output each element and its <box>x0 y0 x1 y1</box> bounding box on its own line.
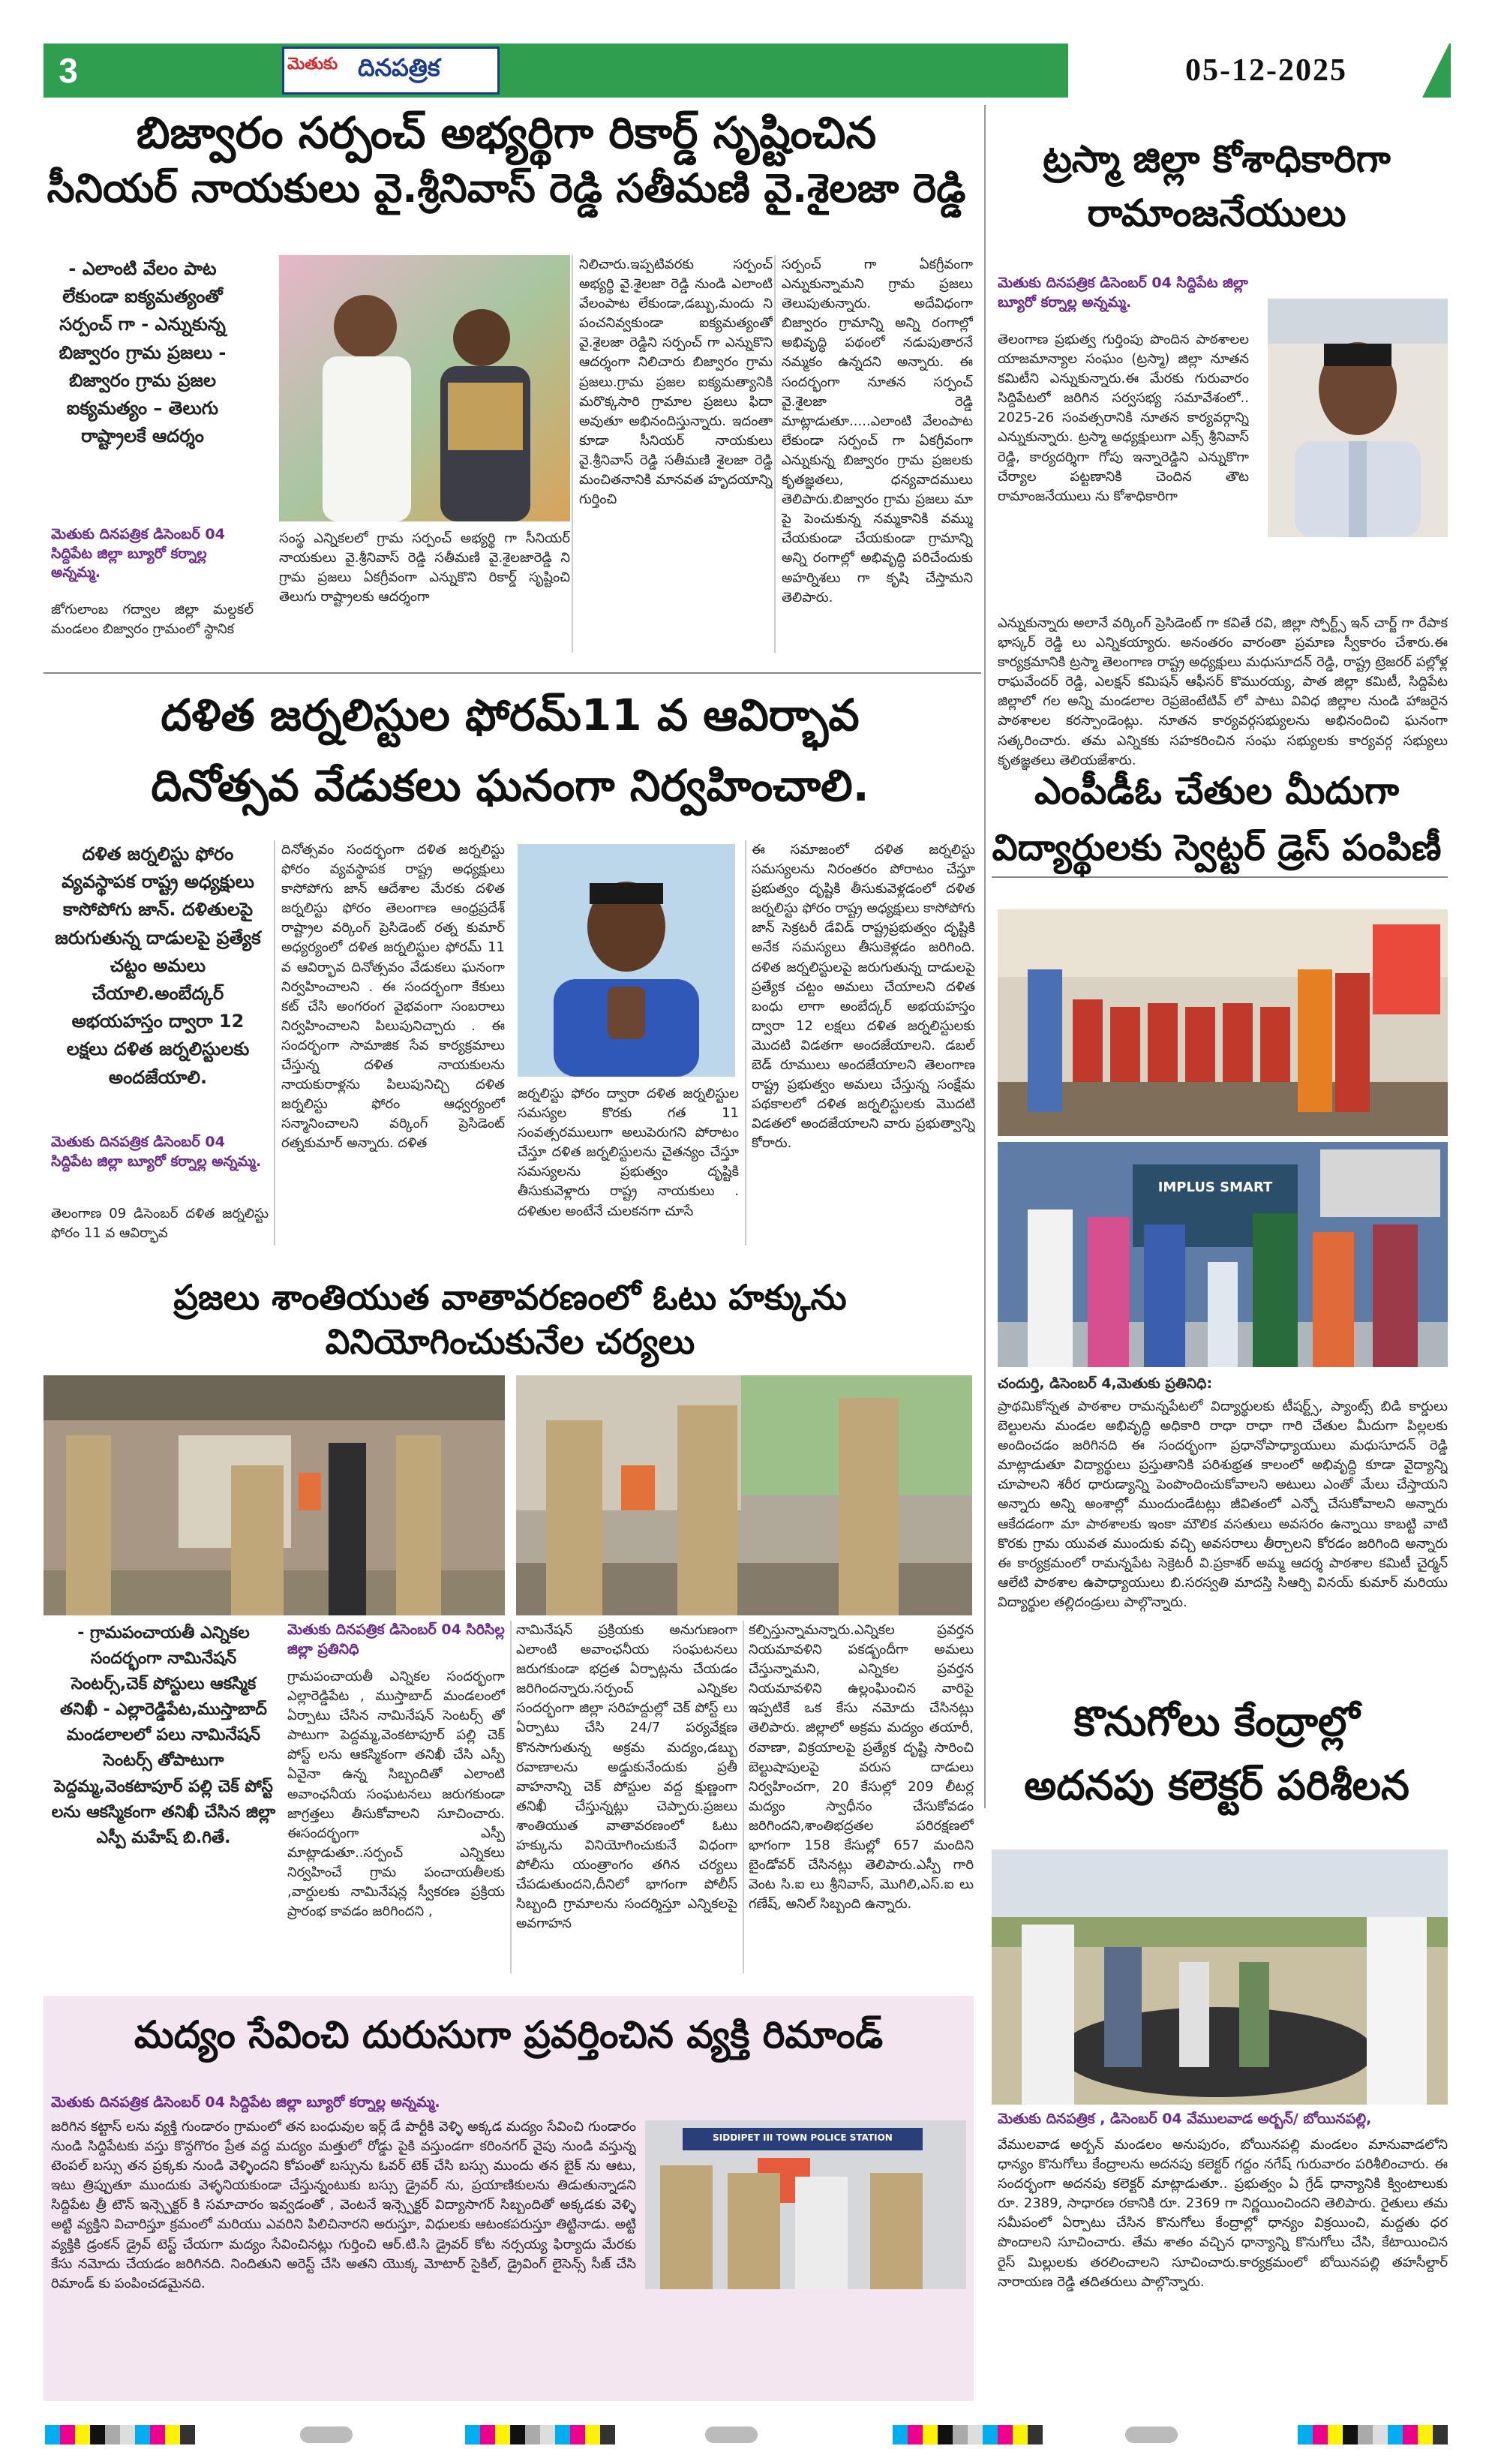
story5-police-photo-1 <box>44 1375 505 1615</box>
story1-col1-text: జోగులాంబ గద్వాల జిల్లా మల్దకల్ మండలం బిజ్వారం గ్రామంలో స్థానిక <box>51 602 254 638</box>
story3-col2-text: దినోత్సవం సందర్భంగా దళిత జర్నలిస్టు ఫోరం వ్యవస్థాపక రాష్ట్ర అధ్యక్షులు కాసోపోగు జాన్ ఆదేశాల మేరకు దళిత జర్నలిస్టు ఫోరం తెలంగాణ ఆంధ్రప్రదేశ్ రాష్ట్రాల వర్కింగ్ ప్రెసిడెంట్ రత్న కుమార్ అధ్యర్యంలో దళిత జర్నలిస్టుల ఫోరమ్ 11 వ ఆవిర్భావ దినోత్సవం వేడుకలు ఘనంగా నిర్వహించాలని . ఈ సందర్భంగా కేకులు కట్ చేసి అంగరంగ వైభవంగా సంబరాలు నిర్వహించాలని పిలుపునిచ్చారు . ఈ సందర్భంగా సామాజిక సేవ కార్యక్రమాలు చేస్తున్న దళిత నాయకులను నాయకురాళ్లను పిలుపునిచ్చి దళిత జర్నలిస్టు ఫోరం ఆధ్వర్యంలో సన్మానించాలని వర్కింగ్ ప్రెసిడెంట్ రత్నకుమార్ అన్నారు. దళిత <box>281 842 505 1152</box>
story3-col4-text: ఈ సమాజంలో దళిత జర్నలిస్టు సమస్యలను నిరంతరం పోరాటం చేస్తూ ప్రభుత్వం దృష్టికి తీసుకువెళ్లడంలో దళిత జర్నలిస్టు ఫోరం రాష్ట్ర అధ్యక్షులు కాసోపోగు జాన్ సెక్రటరీ డేవిడ్ రాష్ట్రప్రభుత్వం దృష్టికి అనేక సమస్యలు తీసుకెళ్లడం జరిగింది. దళిత జర్నలిస్టులపై జరుగుతున్న దాడులపై ప్రత్యేక చట్టం అమలు చేయాలని దళిత బంధు లాగా అంబేద్కర్ అభయహస్తం ద్వారా 12 లక్షలు దళిత జర్నలిస్టులకు మొదటి విడతగా అందజేయాలని. డబల్ బెడ్ రూములు అందజేయాలని తెలంగాణ రాష్ట్ర ప్రభుత్వం అమలు చేస్తున్న సంక్షేమ పథకాలలో దళిత జర్నలిస్టులకు మొదటి విడతలో అందజేయాలని వారు ప్రభుత్వాన్ని కోరారు. <box>752 842 975 1152</box>
registration-mark-1 <box>300 2426 353 2443</box>
registration-bar-2 <box>465 2425 615 2444</box>
story4-text: ప్రాథమికోన్నత పాఠశాల రామన్నపేటలో విద్యార్థులకు టీషర్ట్స్, ప్యాంట్స్ బిడి కార్డులు బెల్టులను మండల అభివృద్ధి అధికారి రాధా రాధా గారి చేతుల మీదుగా పిల్లలకు అందించడం జరిగినది ఈ సందర్భంగా ప్రధానోపాధ్యాయులు మధుసూదన్ రెడ్డి మాట్లాడుతూ విద్యార్థులు ప్రస్తుతానికి పరిశుభ్రత కాలంలో అభివృద్ధి కూడా వైద్యాన్ని చూపాలని శరీర ధారుడ్యాన్ని పెంపొందించుకోవాలని అటులు ఎంతో మేలు చేస్తాయని అన్నారు అన్ని అంశాల్లో ముందుండేటట్లు జీవితంలో ఎన్నో చేసుకోవాలని అన్నారు ఆకేదడంగా మా పాఠశాలకు ఇంకా మౌలిక వసతులు అవసరం ఉన్నాయి కాబట్టి వాటి కొరకు గ్రామ యువత ముందుకు వచ్చి అవసరాలు తీర్చాలని కోరడం జరిగింది అన్నారు ఈ కార్యక్రమంలో రామన్నపేట సెక్రెటరీ వి.ప్రకాశర్ అమ్మ ఆదర్శ పాఠశాల కమిటీ చైర్మన్ ఆలేటి పాఠశాల ఉపాధ్యాయులు బి.సరస్వతి మాదస్తి సిఆర్పి వినయ్ కుమార్ మరియు విద్యార్థుల తల్లిదండ్రులు పాల్గొన్నారు. <box>998 1399 1448 1610</box>
story6-paddy-centre-photo <box>992 1850 1448 2105</box>
story5-headline: ప్రజలు శాంతియుత వాతావరణంలో ఓటు హక్కును వినియోగించుకునేల చర్యలు <box>173 1277 847 1362</box>
registration-bar-3 <box>893 2425 1043 2444</box>
masthead-corner <box>1422 44 1449 98</box>
story2-text-full: ఎన్నుకున్నారు అలానే వర్కింగ్ ప్రెసిడెంట్ గా కవితే రవి, జిల్లా స్పోర్ట్స్ ఇన్ చార్జ్ గా రేపాక భాస్కర్ రెడ్డి లు ఎన్నికయ్యారు. అనంతరం వారంతా ప్రమాణ స్వీకారం చేశారు.ఈ కార్యక్రమానికి ట్రస్మా తెలంగాణ రాష్ట్ర అధ్యక్షులు మధుసూదన్ రెడ్డి, రాష్ట్ర ట్రెజరర్ పల్లోళ్ల రాఘవేందర్ రెడ్డి, ఎలక్షన్ కమిషన్ ఆఫీసర్ కొమురయ్య, పాత జిల్లా కమిటీ, సిద్దిపేట జిల్లాలో గల అన్ని మండలాల రెప్రజెంటేటివ్ లో పాటు వివిధ జిల్లాల నుండి హాజరైన పాఠశాలల కరస్పాండెంట్లు. నూతన కార్యవర్గసభ్యులను అభినందించి ఘనంగా సత్కరించారు. తమ ఎన్నికకు సహకరించిన సంఘ సభ్యులకు కార్యవర్గ సభ్యులు కృతజ్ఞతలు తెలియజేశారు. <box>998 615 1448 768</box>
story2-byline: మెతుకు దినపత్రిక డిసెంబర్ 04 సిద్దిపేట జిల్లా బ్యూరో కర్నాల్ల అన్నమ్మ. <box>998 275 1248 311</box>
masthead-green-band <box>93 44 1068 98</box>
story3-byline: మెతుకు దినపత్రిక డిసెంబర్ 04 సిద్దిపేట జిల్లా బ్యూరో కర్నాల్ల అన్నమ్మ. <box>51 1134 262 1170</box>
masthead-logo <box>282 47 500 95</box>
registration-mark-2 <box>705 2426 758 2443</box>
right-column-divider <box>984 105 986 1808</box>
story5-col3-text: నామినేషన్ ప్రక్రియకు అనుగుణంగా ఎలాంటి అవాంఛనీయ సంఘటనలు జరుగకుండా భద్రత ఏర్పాట్లను చేయడం జరిగిందన్నారు.సర్పంచ్ ఎన్నికల సందర్భంగా జిల్లా సరిహద్దుల్లో చెక్ పోస్ట్ లు ఏర్పాటు చేసి 24/7 పర్యవేక్షణ కొనసాగుతున్న అక్రమ మద్యం,డబ్బు రవాణాలను అడ్డుకునేందుకు ప్రతీ వాహనాన్ని చెక్ పోస్టుల వద్ద క్షుణ్ణంగా తనిఖీ చేస్తున్నట్లు చెప్పారు.ప్రజలు శాంతియుత వాతావరణంలో ఓటు హక్కును వినియోగించుకునే విధంగా పోలీసు యంత్రాంగం తగిన చర్యలు చేపడుతుందని,దీనిలో భాగంగా పోలీస్ సిబ్బంది గ్రామాలను సందర్శిస్తూ ఎన్నికలపై అవగాహన <box>516 1622 737 1932</box>
story5-police-photo-2 <box>516 1375 972 1615</box>
story2-text-beside: తెలంగాణ ప్రభుత్వ గుర్తింపు పొందిన పాఠశాలల యాజమాన్యాల సంఘం (ట్రస్మా) జిల్లా నూతన కమిటీని ఎన్నుకున్నారు.ఈ మేరకు గురువారం సిద్దిపేటలో జరిగిన సర్వసభ్య సమావేశంలో.. 2025-26 సంవత్సరానికి నూతన కార్యవర్గాన్ని ఎన్నుకున్నారు. ట్రస్మా అధ్యక్షులుగా ఎక్స్ శ్రీనివాస్ రెడ్డి, కార్యదర్శిగా గోపు ఇన్నారెడ్డిని ఎన్నుకొగా చేర్యాల పట్టణానికి చెందిన తౌట రామాంజనేయులు ను కోశాధికారిగా <box>998 332 1249 504</box>
registration-mark-3 <box>1125 2426 1178 2443</box>
story4-headline-line2: విద్యార్థులకు స్వెట్టర్ డ్రెస్ పంపిణీ <box>992 827 1442 869</box>
story7-byline: మెతుకు దినపత్రిక డిసెంబర్ 04 సిద్దిపేట జిల్లా బ్యూరో కర్నాల్ల అన్నమ్మ. <box>51 2094 440 2111</box>
issue-date: 05-12-2025 <box>1185 53 1347 88</box>
story6-text: వేములవాడ అర్బన్ మండలం అనుపురం, బోయినపల్లి మండలం మానువాడలోని ధాన్యం కొనుగోలు కేంద్రాలను అదనపు కలెక్టర్ గద్దం నగేష్ గురువారం పరిశీలించారు. ఈ సందర్భంగా అదనపు కలెక్టర్ మాట్లాడుతూ.. ప్రభుత్వం ఏ గ్రేడ్ ధాన్యానికి క్వింటాలుకు రూ. 2389, సాధారణ రకానికి రూ. 2369 గా నిర్ణయించిందని తెలిపారు. రైతులు తమ సమీపంలో ఏర్పాటు చేసిన కొనుగోలు కేంద్రాల్లో ధాన్యం విక్రయించి, మద్దతు ధర పొందాలని సూచించారు. తేమ శాతం వచ్చిన ధాన్యాన్ని కొనుగోలు చేసి, కేటాయించిన రైస్ మిల్లులకు తరలించాలని సూచించారు.కార్యక్రమంలో బోయినపల్లి తహసీల్దార్ నారాయణ రెడ్డి తదితరులు పాల్గొన్నారు. <box>998 2137 1448 2290</box>
story3-lead: దళిత జర్నలిస్టు ఫోరం వ్యవస్థాపక రాష్ట్ర అధ్యక్షులు కాసోపోగు జాన్. దళితులపై జరుగుతున్న దాడులపై ప్రత్యేక చట్టం అమలు చేయాలి.అంబేద్కర్ అభయహస్తం ద్వారా 12 లక్షలు దళిత జర్నలిస్టులకు అందజేయాలి. <box>55 843 261 1088</box>
story1-col4-text: సర్పంచ్ గా ఏకగ్రీవంగా ఎన్నుకున్నామని గ్రామ ప్రజలు తెలుపుతున్నారు. అదేవిధంగా బిజ్వారం గ్రామాన్ని అన్ని రంగాల్లో అభివృద్ధి పథంలో నడుపుతారనే నమ్మకం ఉన్నదని అన్నారు. ఈ సందర్భంగా నూతన సర్పంచ్ వై.శైలజా రెడ్డి మాట్లాడుతూ.....ఎలాంటి వేలంపాట లేకుండా సర్పంచ్ గా ఏకగ్రీవంగా ఎన్నుకున్న బిజ్వారం గ్రామ ప్రజలకు కృతజ్ఞతలు, ధన్యవాదములు తెలిపారు.బిజ్వారం గ్రామ ప్రజలు మా పై పెంచుకున్న నమ్మకానికి వమ్ము చేయకుండా చేయకుండా గ్రామాన్ని అన్ని రంగాల్లో అభివృద్ధి పరిచేందుకు అహర్నిశలు గా కృషి చేస్తామని తెలిపారు. <box>782 257 973 605</box>
story6-headline-line2: అదనపు కలెక్టర్ పరిశీలన <box>1024 1762 1409 1809</box>
story7-station-banner: SIDDIPET III TOWN POLICE STATION <box>713 2132 893 2143</box>
story5-lead: - గ్రామపంచాయతీ ఎన్నికల సందర్భంగా నామినేషన్ సెంటర్స్,చెక్ పోస్టులు ఆకస్మిక తనిఖీ - ఎల్లారెడ్డిపేట,ముస్తాబాద్ మండలాలలో పలు నామినేషన్ సెంటర్స్ తోపాటుగా పెద్దమ్మ,వెంకటాపూర్ పల్లి చెక్ పోస్ట్ లను ఆకస్మికంగా తనిఖీ చేసిన జిల్లా ఎస్పీ మహేష్ బి.గితే. <box>51 1624 276 1847</box>
story4-headline-line1: ఎంపీడీఓ చేతుల మీదుగా <box>1034 769 1399 813</box>
story1-col3-text: నిలిచారు.ఇప్పటివరకు సర్పంచ్ అభ్యర్థి వై.శైలజా రెడ్డి నుండి ఎలాంటి వేలంపాట లేకుండా,డబ్బు,మందు ని పంచనివ్వకుండా ఐక్యమత్యంతో వై.శైలజా రెడ్డిని సర్పంచ్ గా ఎన్నుకొని ఆదర్శంగా నిలిచారు బిజ్వారం గ్రామ ప్రజలు.గ్రామ ప్రజల ఐక్యమత్యానికి మరొక్కసారి గ్రామాల ప్రజలు ఫిదా అవుతూ అభినందిస్తున్నారు. ఇదంతా కూడా సీనియర్ నాయకులు వై.శ్రీనివాస్ రెడ్డి సతీమణి శైలజా రెడ్డి మంచితనానికి మానవత హృదయాన్ని గుర్తించి <box>579 257 773 508</box>
story7-police-station-photo <box>645 2120 966 2289</box>
story6-headline-line1: కొనుగోలు కేంద్రాల్లో <box>1073 1698 1360 1745</box>
story1-lead: - ఎలాంటి వేలం పాట లేకుండా ఐక్యమత్యంతో సర్పంచ్ గా - ఎన్నుకున్న బిజ్వారం గ్రామ ప్రజలు - బిజ్వారం గ్రామ ప్రజల ఐక్యమత్యం – తెలుగు రాష్ట్రాలకే ఆదర్శం <box>59 258 227 447</box>
story3-col1-text: తెలంగాణ 09 డిసెంబర్ దళిత జర్నలిస్టు ఫోరం 11 వ ఆవిర్భావ <box>51 1206 269 1242</box>
logo-large: దినపత్రిక <box>358 53 440 82</box>
story1-byline: మెతుకు దినపత్రిక డిసెంబర్ 04 సిద్దిపేట జిల్లా బ్యూరో కర్నాల్ల అన్నమ్మ. <box>51 526 225 581</box>
story3-col3-text: జర్నలిస్టు ఫోరం ద్వారా దళిత జర్నలిస్టుల సమస్యల కొరకు గత 11 సంవత్సరములుగా అలుపెరుగని పోరాటం చేస్తూ దళిత జర్నలిస్టులను చైతన్యం చేస్తూ సమస్యలను ప్రభుత్వం దృష్టికి తీసుకువెళ్లారు రాష్ట్ర నాయకులు . దళితుల అంటేనే చులకనగా చూసే <box>518 1086 739 1219</box>
registration-bar-1 <box>45 2425 195 2444</box>
registration-bar-4 <box>1298 2425 1448 2444</box>
story3-portrait-photo <box>518 844 735 1077</box>
story4-byline: చందుర్తి, డిసెంబర్ 4,మెతుకు ప్రతినిధి: <box>998 1375 1213 1392</box>
story2-headline-line2: రామాంజనేయులు <box>1087 191 1346 235</box>
story6-byline: మెతుకు దినపత్రిక , డిసెంబర్ 04 వేములవాడ అర్బన్/ బోయినపల్లి, <box>998 2111 1372 2127</box>
story3-headline-line2: దినోత్సవ వేడుకలు ఘనంగా నిర్వహించాలి. <box>151 760 869 811</box>
story5-col4-text: కల్పిస్తున్నామన్నారు.ఎన్నికల ప్రవర్తన నియమావళిని పకడ్బందీగా అమలు చేస్తున్నామని, ఎన్నికల ప్రవర్తన నియమావళిని ఉల్లంఘించిన వారిపై ఇప్పటికే ఒక కేసు నమోదు చేసినట్లు తెలిపారు. జిల్లాలో అక్రమ మద్యం తయారీ, రవాణా, విక్రయాలపై ప్రత్యేక దృష్టి సారించి బెల్టుషాపులపై వరుస దాడులు నిర్వహించగా, 20 కేసుల్లో 209 లీటర్ల మద్యం స్వాధీనం చేసుకోవడం జరిగిందని,శాంతిభద్రతల పరిరక్షణలో భాగంగా 158 కేసుల్లో 657 మందిని బైండోవర్ చేసినట్లు తెలిపారు.ఎస్పీ గారి వెంట సి.ఐ లు శ్రీనివాస్, మొగిలి,ఎస్.ఐ లు గణేష్, అనిల్ సిబ్బంది ఉన్నారు. <box>749 1622 974 1913</box>
story4-classroom-banner: IMPLUS SMART <box>1157 1179 1273 1195</box>
story2-portrait-photo <box>1268 299 1448 537</box>
story2-headline-line1: ట్రస్మా జిల్లా కోశాధికారిగా <box>1043 137 1391 181</box>
page-number: 3 <box>59 51 78 90</box>
story1-headline-line1: బిజ్వారం సర్పంచ్ అభ్యర్థిగా రికార్డ్ సృష్టించిన <box>136 107 877 158</box>
story4-classroom-photo-2 <box>998 1142 1448 1367</box>
logo-small: మెతుకు <box>287 55 338 74</box>
story1-col2-text: సంస్థ ఎన్నికలలో గ్రామ సర్పంచ్ అభ్యర్థి గా సీనియర్ నాయకులు వై.శ్రీనివాస్ రెడ్డి సతీమణి వై.శైలజారెడ్డి ని గ్రామ ప్రజలు ఏకగ్రీవంగా ఎన్నుకొని రికార్డ్ సృష్టించి తెలుగు రాష్ట్రాలకు ఆదర్శంగా <box>279 530 570 605</box>
story3-headline-line1: దళిత జర్నలిస్టుల ఫోరమ్11 వ ఆవిర్భావ <box>161 690 860 741</box>
story5-byline: మెతుకు దినపత్రిక డిసెంబర్ 04 సిరిసిల్ల జిల్లా ప్రతినిధి <box>287 1621 505 1657</box>
story7-headline: మద్యం సేవించి దురుసుగా ప్రవర్తించిన వ్యక్తి రిమాండ్ <box>134 2013 884 2057</box>
masthead <box>44 44 1450 98</box>
story4-classroom-photo-1 <box>998 909 1448 1136</box>
story5-col2-text: గ్రామపంచాయతీ ఎన్నికల సందర్భంగా ఎల్లారెడ్డిపేట , ముస్తాబాద్ మండలంలో ఏర్పాటు చేసిన నామినేషన్ సెంటర్స్ తో పాటుగా పెద్దమ్మ,వెంకటాపూర్ పల్లి చెక్ పోస్ట్ లను ఆకస్మికంగా తనిఖీ చేసి ఎస్పీ ఏవైనా ఉన్న సిబ్బందితో ఎలాంటి అవాంఛనీయ సంఘటనలు జరుగకుండా జాగ్రత్తలు తీసుకోవాలని సూచించారు. ఈసందర్భంగా ఎస్పీ మాట్లాడుతూ..సర్పంచ్ ఎన్నికలు నిర్వహించే గ్రామ పంచాయతీలకు ,వార్డులకు నామినేషన్ల స్వీకరణ ప్రక్రియ ప్రారంభ కావడం జరిగిందని , <box>287 1669 505 1920</box>
story1-headline-line2: సీనియర్ నాయకులు వై.శ్రీనివాస్ రెడ్డి సతీమణి వై.శైలజా రెడ్డి <box>47 166 966 212</box>
masthead-slant <box>1041 44 1068 98</box>
story7-text: జరిగిన కట్టాస్ లను వ్యక్తి గుండారం గ్రామంలో తన బంధువుల ఇర్ల్ డే పార్టీకి వెళ్ళి అక్కడ మద్యం సేవించి గుండారం నుండి సిద్దిపేటకు వస్తు కొన్దగొరం ప్రేత వద్ద మద్యం మత్తులో రోడ్డు పైకి వస్తుండగా కరింనగర్ వైపు నుండి వస్తున్న టెంపల్ బస్సు తన ప్రక్కకు నుండి వెళ్ళిందని కోపంతో బస్సును ఓవర్ టెక్ చేసి బస్సు ముందు తన బైక్ ను ఆటు, ఇటు త్రిప్పుతూ ముందుకు వెళ్ళనియకుండా చేస్తున్నంటుకు బస్సు డ్రైవర్ ను, ప్రయాణికులను తిడుతున్నాడని సిద్దిపేట త్రీ టౌన్ ఇన్స్పెక్టర్ కి సమాచారం ఇవ్వడంతో , వెంటనే ఇన్స్పెక్టర్ విద్యాసాగర్ సిబ్బందితో అక్కడకు వెళ్ళి అట్టి వ్యక్తిని విచారిస్తూ క్రమంలో మరియు ఎవరిని పిలిచినారని అరుస్తూ, విధులకు ఆటంకపరుస్తూ తిట్టినాడు. అట్టి వ్యక్తికి డ్రంకన్ డ్రైవ్ టెస్ట్ చేయగా మద్యం సేవించినట్లు గుర్తించి ఆర్.టి.సి డ్రైవర్ కోట నర్సయ్య ఫిర్యాదు మేరకు కేసు నమోదు చేయడం జరిగినది. నిందితుని అరెస్ట్ చేసి అతని యొక్క మోటార్ సైకిల్, డ్రైవింగ్ లైసెన్స్ సీజ్ చేసి రిమాండ్ కు పంపించడమైనది. <box>51 2119 636 2291</box>
story1-couple-photo <box>279 255 570 521</box>
